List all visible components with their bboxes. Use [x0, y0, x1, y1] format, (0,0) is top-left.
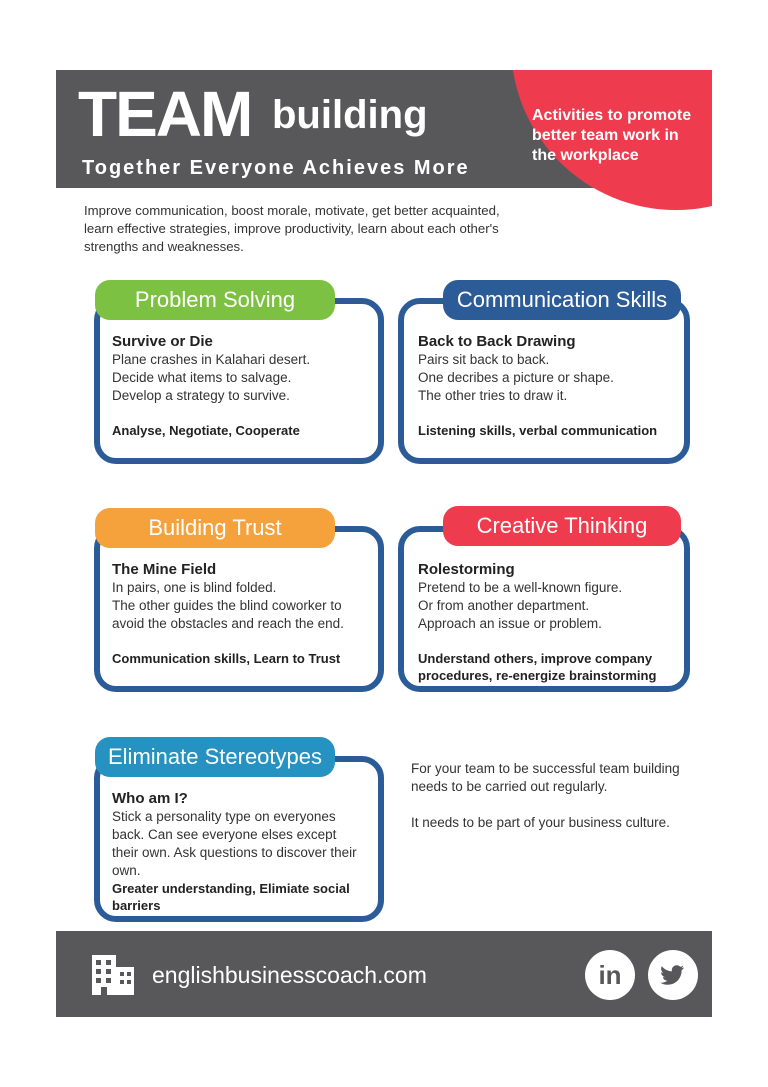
activity-line: Stick a personality type on everyones back. Can see everyone elses except their own. Ask questions to discover their own. [112, 809, 357, 878]
website-link[interactable]: englishbusinesscoach.com [152, 962, 427, 988]
promo-text: Activities to promote better team work in the workplace [532, 107, 692, 164]
linkedin-icon[interactable] [585, 950, 635, 1000]
skills-text: Communication skills, Learn to Trust [112, 651, 341, 666]
closing-text [411, 760, 711, 832]
activity-line: In pairs, one is blind folded. [112, 580, 277, 595]
intro-text: Improve communication, boost morale, motivate, get better acquainted, learn effective strategies, improve productivity, learn about each other's strengths and weaknesses. [84, 203, 500, 254]
category-label: Problem Solving [134, 287, 296, 312]
category-label: Building Trust [148, 515, 282, 540]
title-team: TEAM [78, 78, 252, 150]
closing-line-1: For your team to be successful team building needs to be carried out regularly. [411, 761, 680, 794]
activity-line: Pretend to be a well-known figure. [418, 580, 623, 595]
activity-title: Who am I? [112, 790, 188, 807]
closing-line-2: It needs to be part of your business culture. [411, 815, 670, 830]
twitter-icon[interactable] [648, 950, 698, 1000]
promo-circle-overflow [511, 188, 712, 248]
category-pill-communication-skills [443, 280, 681, 320]
activity-line: The other tries to draw it. [418, 388, 568, 403]
activity-line: Approach an issue or problem. [418, 616, 602, 631]
activity-line: Or from another department. [418, 598, 590, 613]
category-pill-creative-thinking [443, 506, 681, 546]
activity-title: The Mine Field [112, 561, 217, 578]
footer-bar [56, 931, 712, 1017]
skills-text: Analyse, Negotiate, Cooperate [112, 423, 300, 438]
category-label: Eliminate Stereotypes [108, 744, 322, 769]
activity-title: Survive or Die [112, 333, 213, 350]
skills-text: Understand others, improve company procedures, re-energize brainstorming [418, 651, 657, 683]
category-pill-eliminate-stereotypes [95, 737, 335, 777]
linkedin-label: in [598, 960, 622, 990]
tagline: Together Everyone Achieves More [82, 157, 470, 179]
category-label: Communication Skills [456, 287, 668, 312]
card-body-problem-solving [112, 332, 372, 439]
category-pill-building-trust [95, 508, 335, 548]
skills-text: Listening skills, verbal communication [418, 423, 658, 438]
card-body-creative-thinking [418, 560, 683, 684]
card-body-communication-skills [418, 332, 683, 439]
activity-line: The other guides the blind coworker to avoid the obstacles and reach the end. [112, 598, 344, 631]
card-body-building-trust [112, 560, 374, 667]
activity-title: Rolestorming [418, 561, 515, 578]
activity-title: Back to Back Drawing [418, 333, 576, 350]
category-label: Creative Thinking [476, 513, 648, 538]
skills-text: Greater understanding, Elimiate social barriers [112, 881, 350, 913]
building-icon [90, 951, 136, 1002]
activity-line: Develop a strategy to survive. [112, 388, 290, 403]
activity-line: Decide what items to salvage. [112, 370, 292, 385]
title-building: building [272, 93, 428, 137]
card-body-eliminate-stereotypes [112, 789, 364, 914]
activity-line: Plane crashes in Kalahari desert. [112, 352, 311, 367]
activity-line: Pairs sit back to back. [418, 352, 550, 367]
category-pill-problem-solving [95, 280, 335, 320]
activity-line: One decribes a picture or shape. [418, 370, 614, 385]
